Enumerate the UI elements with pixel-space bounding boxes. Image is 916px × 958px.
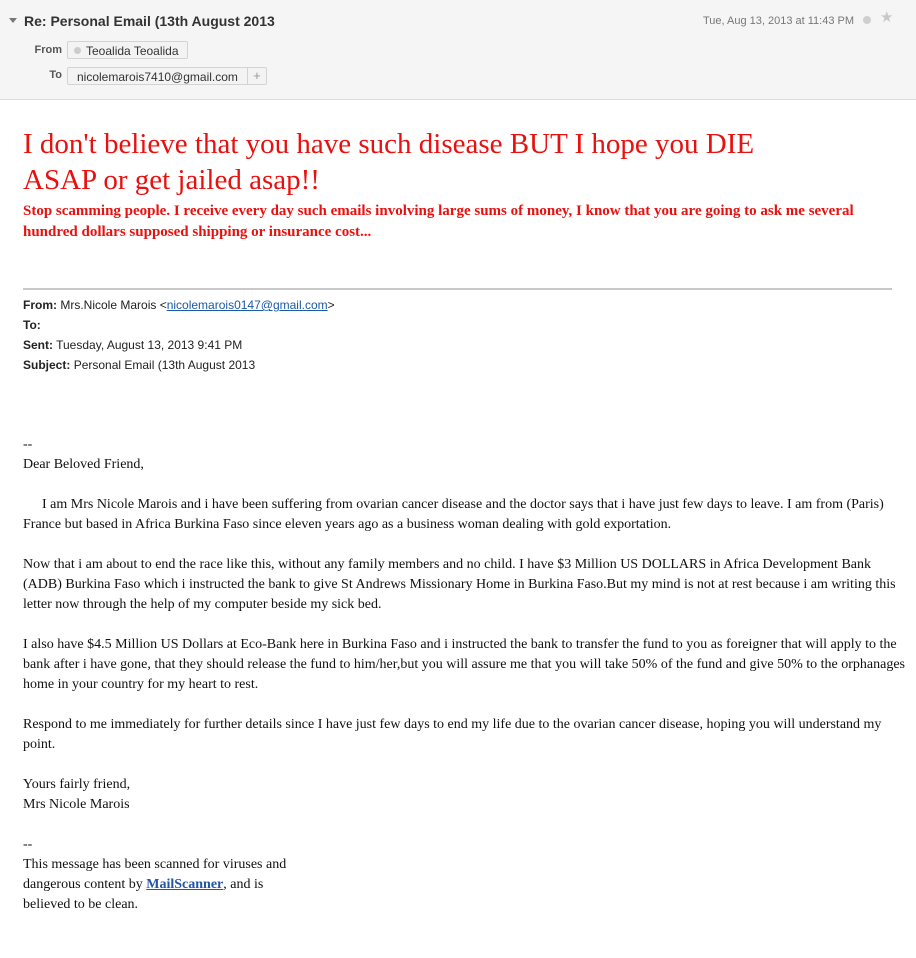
quoted-sent-label: Sent:: [23, 338, 53, 352]
to-label: To: [49, 69, 62, 81]
body-paragraph-2: Now that i am about to end the race like this, without any family members and no child. I have $3 Million US DOLLARS in Africa Development Bank (ADB) Burkina Faso which i instructed the bank to give St Andrews Missionary Home in Burkina Faso.But my mind is not at rest because i am writing this letter now through the help of my computer beside my sick bed.: [23, 557, 896, 612]
reply-headline-line1: I don't believe that you have such disease BUT I hope you DIE: [23, 128, 755, 160]
mailscanner-link[interactable]: MailScanner: [146, 877, 224, 892]
scan-notice-3: believed to be clean.: [23, 897, 139, 912]
scan-notice-2: [23, 875, 908, 895]
scan-notice-1: This message has been scanned for viruses and: [23, 857, 287, 872]
quoted-sent-value: Tuesday, August 13, 2013 9:41 PM: [56, 338, 243, 352]
body-paragraph-1: I am Mrs Nicole Marois and i have been suffering from ovarian cancer disease and the doctor says that i have just few days to leave. I am from (Paris) France but based in Africa Burkina Faso since eleven years ago as a business woman dealing with gold exportation.: [23, 497, 884, 532]
sender-chip[interactable]: [67, 41, 188, 59]
recipient-chip[interactable]: [67, 67, 267, 85]
quoted-from-email-link[interactable]: nicolemarois0147@gmail.com: [166, 298, 328, 312]
collapse-arrow-icon[interactable]: [9, 18, 17, 23]
email-subject: Re: Personal Email (13th August 2013: [24, 13, 275, 29]
quoted-sent: [23, 335, 242, 355]
sender-name: Teoalida Teoalida: [86, 44, 179, 58]
status-dot-icon[interactable]: [863, 16, 871, 24]
email-date: Tue, Aug 13, 2013 at 11:43 PM: [702, 15, 854, 27]
body-closing-2: Mrs Nicole Marois: [23, 797, 130, 812]
message-header: [0, 0, 916, 100]
presence-dot-icon: [74, 47, 81, 54]
scan-notice-2-post: , and is: [223, 877, 264, 892]
quoted-to-label: To:: [23, 318, 41, 332]
reply-headline: [23, 126, 883, 198]
quoted-subject-value: Personal Email (13th August 2013: [73, 358, 256, 372]
body-paragraph-3: I also have $4.5 Million US Dollars at Eco-Bank here in Burkina Faso and i instructed the bank to transfer the fund to you as foreigner that will apply to the bank after i have gone, that they should release the fund to him/her,but you will assure me that you will take 50% of the fund and give 50% to the orphanages home in your country for my heart to rest.: [23, 637, 905, 692]
quoted-from-name: Mrs.Nicole Marois <: [60, 298, 167, 312]
body-greeting: Dear Beloved Friend,: [23, 457, 144, 472]
add-recipient-icon[interactable]: +: [247, 68, 266, 84]
from-label: From: [34, 44, 62, 56]
quoted-from-label: From:: [23, 298, 57, 312]
quoted-from: [23, 295, 335, 315]
quote-divider: [23, 288, 892, 290]
body-separator: --: [23, 437, 33, 452]
quoted-from-close: >: [327, 298, 335, 312]
reply-headline-line2: ASAP or get jailed asap!!: [23, 164, 320, 196]
star-icon[interactable]: ★: [880, 9, 894, 26]
quoted-subject-label: Subject:: [23, 358, 71, 372]
body-closing-1: Yours fairly friend,: [23, 777, 131, 792]
recipient-address: nicolemarois7410@gmail.com: [77, 70, 238, 84]
reply-subtext: Stop scamming people. I receive every day such emails involving large sums of money, I know that you are going to ask me several hundred dollars supposed shipping or insurance cost...: [23, 203, 854, 240]
quoted-to: [23, 315, 41, 335]
quoted-subject: [23, 355, 255, 375]
body-paragraph-4: Respond to me immediately for further details since I have just few days to end my life due to the ovarian cancer disease, hoping you will understand my point.: [23, 717, 882, 752]
signature-separator: --: [23, 837, 33, 852]
scan-notice-2-pre: dangerous content by: [23, 877, 147, 892]
